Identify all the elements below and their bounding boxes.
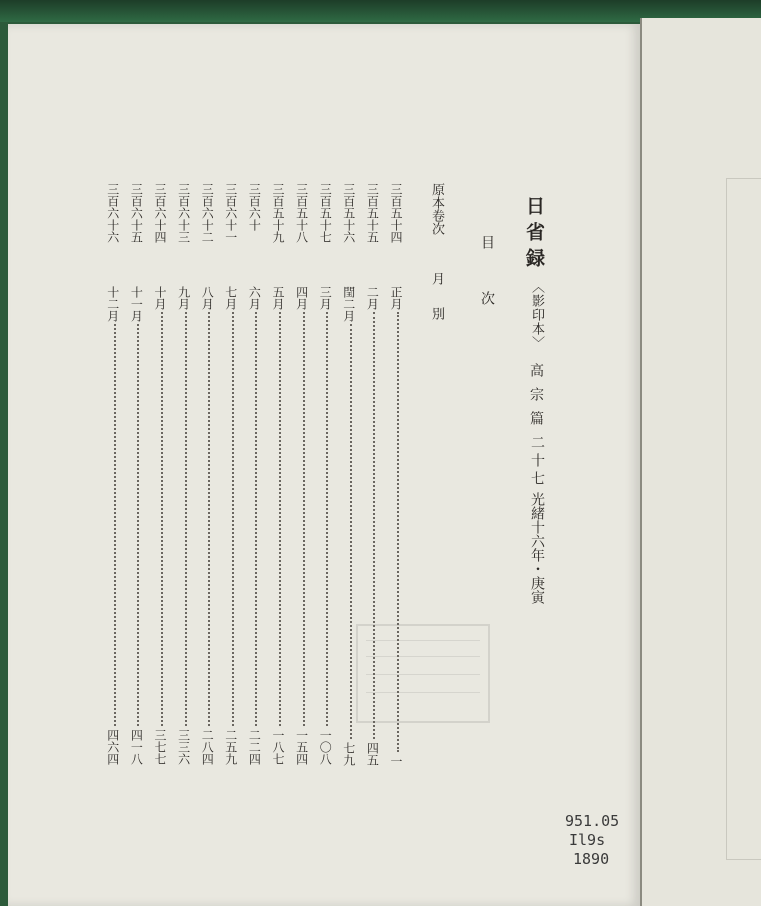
toc-entry (201, 183, 217, 768)
toc-entry-volume: 三百五十五 (365, 183, 380, 243)
section-label: 高宗篇 (528, 363, 544, 435)
toc-leader-dots (326, 312, 328, 726)
toc-entry-month: 九月 (176, 286, 191, 310)
toc-entry-page: 四六四 (105, 729, 120, 765)
toc-entry-month: 六月 (247, 286, 262, 310)
era-label: 光緒十六年・庚寅 (529, 492, 545, 604)
toc-entry-volume: 三百五十七 (318, 183, 333, 243)
toc-entry-page: 一 (389, 755, 403, 767)
toc-entry-volume: 三百五十六 (341, 183, 356, 243)
library-call-number (565, 812, 619, 869)
toc-entry-page: 二二四 (247, 729, 262, 765)
toc-heading: 目次 (479, 235, 495, 347)
toc-entry (178, 183, 194, 768)
toc-entry-month: 二月 (365, 286, 380, 310)
toc-entry (248, 183, 264, 768)
toc-entry-page: 二五九 (223, 729, 238, 765)
toc-leader-dots (208, 312, 210, 726)
toc-leader-dots (137, 324, 139, 726)
toc-entry-month: 閏二月 (341, 286, 356, 322)
toc-entry-volume: 三百六十六 (105, 183, 120, 243)
toc-entry-volume: 三百六十三 (176, 183, 191, 243)
toc-leader-dots (373, 312, 375, 739)
toc-entry-volume: 三百六十四 (153, 183, 167, 243)
toc-entry (319, 183, 335, 768)
toc-entry-month: 十二月 (105, 286, 120, 322)
toc-entry-page: 一五四 (294, 729, 309, 765)
toc-entry-month: 三月 (318, 286, 333, 310)
toc-entry-month: 四月 (294, 286, 309, 310)
toc-leader-dots (185, 312, 187, 726)
facing-page (640, 18, 761, 906)
toc-entry-month: 七月 (223, 286, 238, 310)
book-title: 日省録 (523, 196, 545, 274)
toc-entry-volume: 三百五十九 (271, 183, 285, 243)
toc-leader-dots (350, 324, 352, 739)
toc-leader-dots (114, 324, 116, 726)
toc-entry-month: 五月 (271, 286, 285, 310)
toc-entry-volume: 三百五十四 (389, 183, 403, 243)
toc-leader-dots (232, 312, 234, 726)
volume-number: 二十七 (529, 435, 545, 489)
toc-leader-dots (255, 312, 257, 726)
toc-leader-dots (397, 312, 399, 752)
toc-leader-dots (303, 312, 305, 726)
toc-entry (154, 183, 170, 768)
toc-entry-page: 三三六 (176, 729, 191, 765)
toc-entry-month: 正月 (389, 286, 403, 310)
toc-entry-page: 二八四 (200, 729, 215, 765)
toc-entry-month: 十一月 (129, 286, 144, 322)
column-header-month: 月別 (429, 272, 444, 342)
facing-page-frame (726, 178, 761, 860)
edition-label: 〈影印本〉 (529, 280, 544, 350)
toc-entry (225, 183, 241, 768)
call-number-line: 951.05 (565, 812, 620, 830)
toc-entry (130, 183, 146, 768)
toc-entry-volume: 三百六十二 (200, 183, 215, 243)
toc-entry-page: 四一八 (129, 729, 144, 765)
toc-entry (272, 183, 288, 768)
toc-entry (343, 183, 359, 768)
toc-entry-page: 三七七 (153, 729, 167, 765)
toc-entry-page: 一〇八 (318, 729, 333, 765)
toc-entry-month: 八月 (200, 286, 215, 310)
toc-entry (390, 183, 406, 768)
toc-entry (107, 183, 123, 768)
toc-entry-month: 十月 (153, 286, 167, 310)
toc-leader-dots (279, 312, 281, 726)
toc-entry-volume: 三百六十五 (129, 183, 144, 243)
toc-entry-page: 四五 (365, 742, 380, 766)
toc-entry-volume: 三百六十一 (223, 183, 238, 243)
toc-entry-page: 七九 (341, 742, 356, 766)
column-header-volume: 原本卷次 (429, 183, 444, 235)
call-number-line: Il9s (569, 831, 606, 849)
call-number-line: 1890 (573, 850, 610, 868)
toc-entry (366, 183, 382, 768)
toc-entry (296, 183, 312, 768)
toc-entry-volume: 三百六十 (247, 183, 262, 231)
toc-leader-dots (161, 312, 163, 726)
toc-entry-volume: 三百五十八 (294, 183, 309, 243)
toc-entry-page: 一八七 (271, 729, 285, 765)
